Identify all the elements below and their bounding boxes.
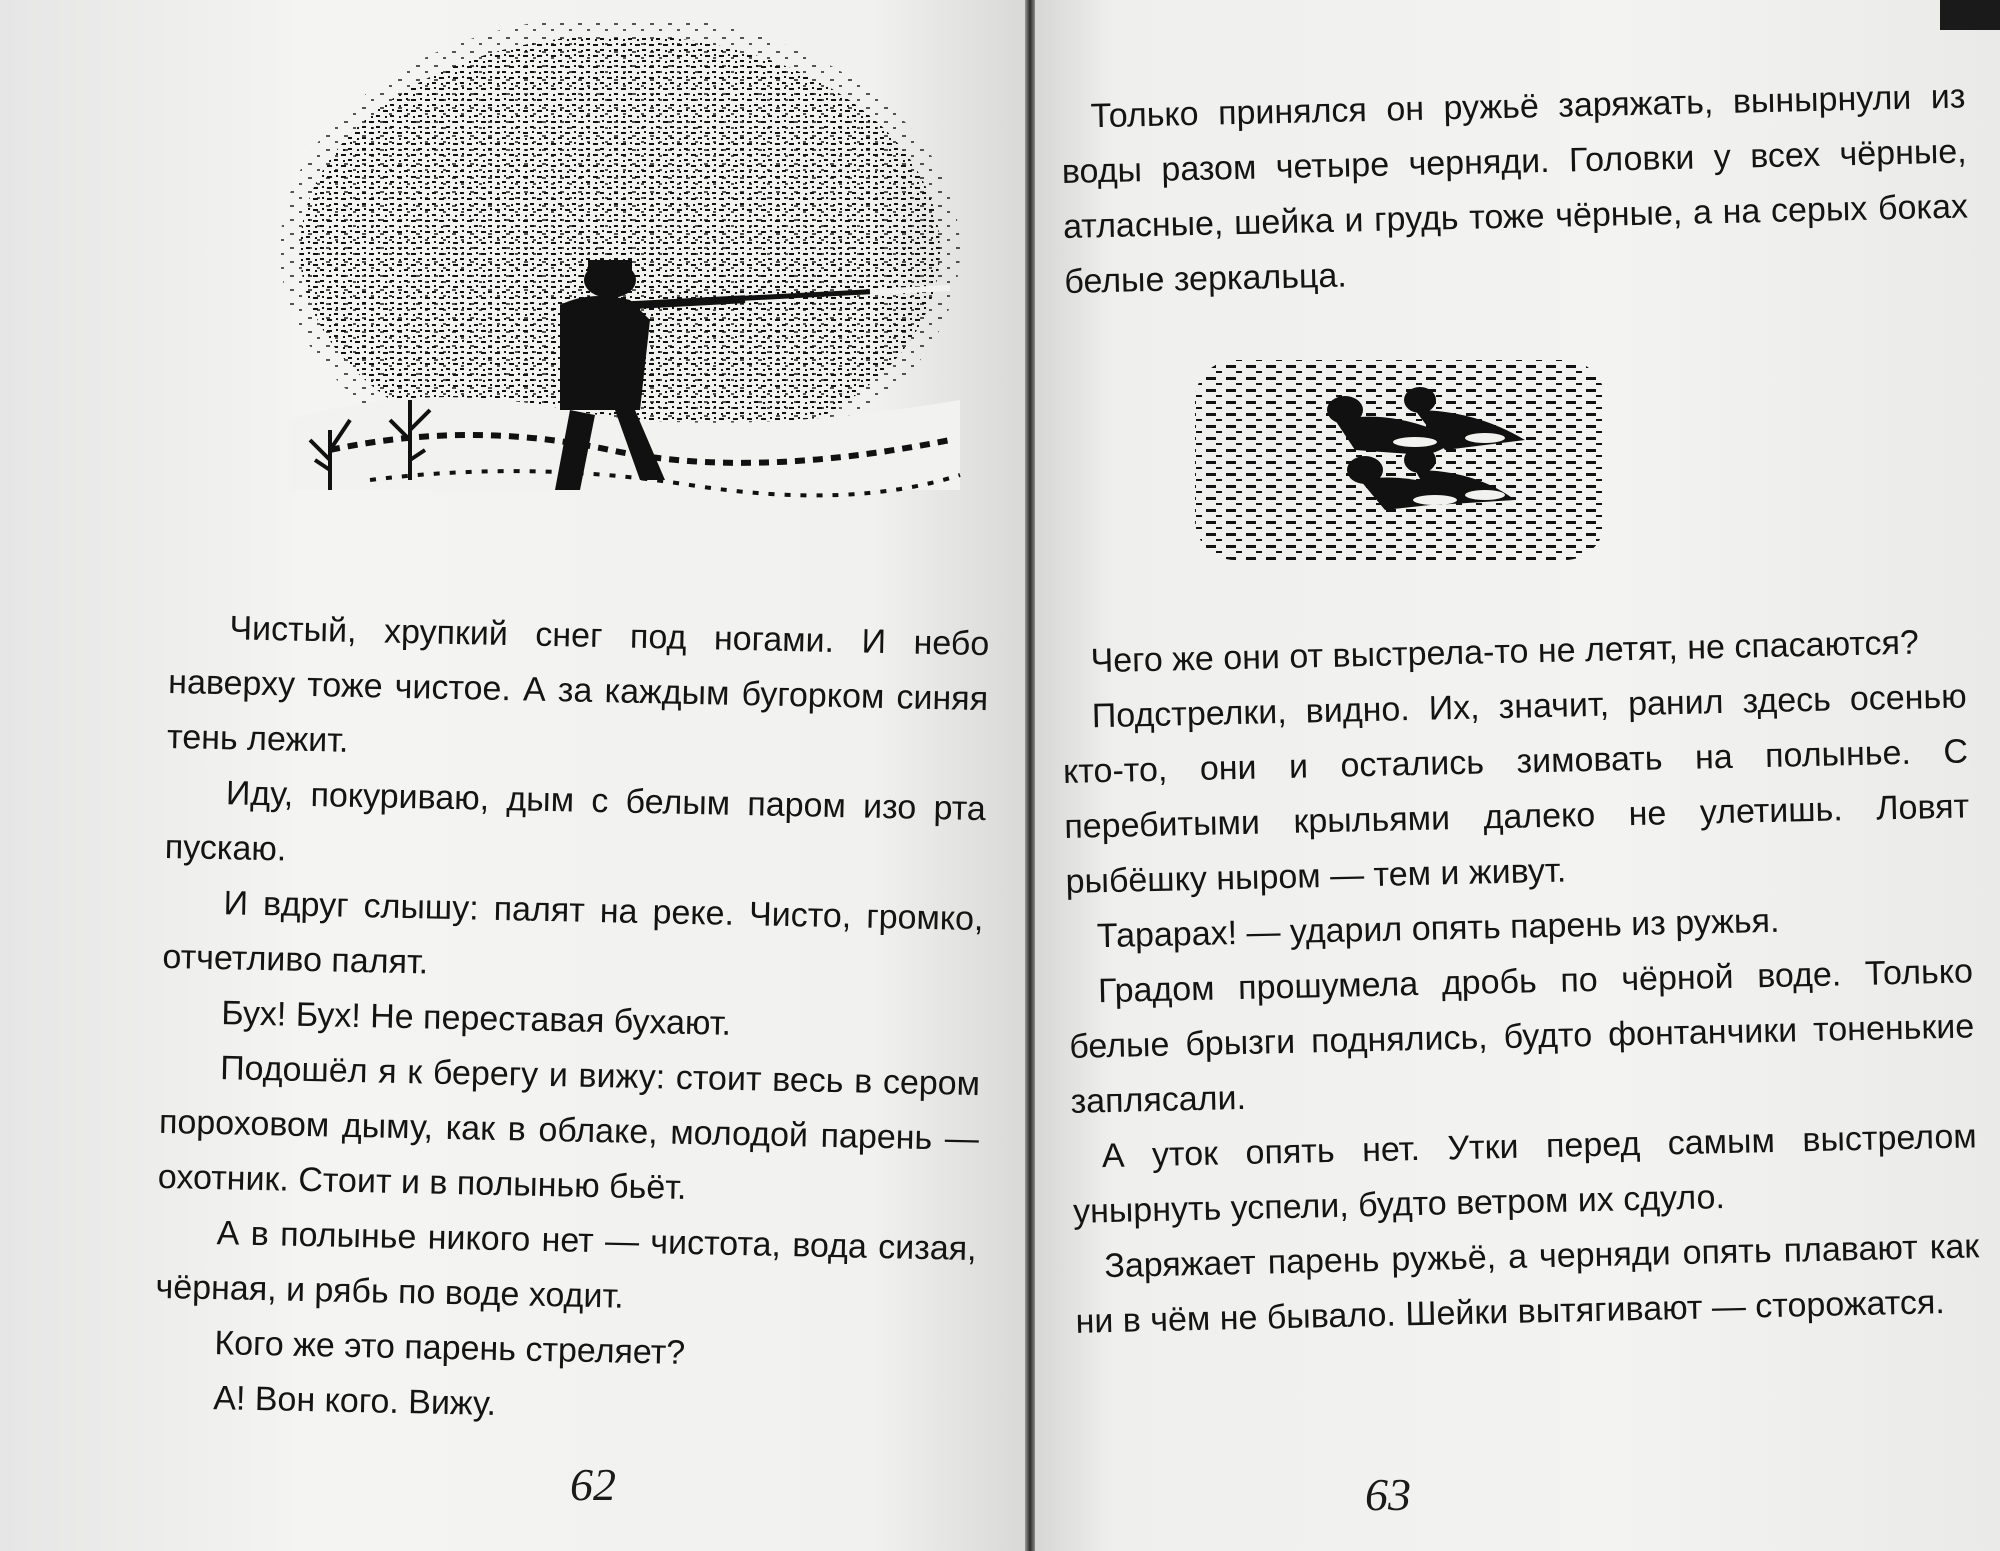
paragraph: А уток опять нет. Утки перед самым выстрелом унырнуть успели, будто ветром их сдуло. [1072, 1117, 1978, 1231]
right-page [1035, 0, 2000, 1551]
ducks-illustration [1185, 350, 1625, 570]
paragraph: Заряжает парень ружьё, а черняди опять плавают как ни в чём не бывало. Шейки вытягивают — сторожатся. [1075, 1227, 1980, 1341]
paragraph: А! Вон кого. Вижу. [212, 1379, 497, 1424]
paragraph: А в полынье никого нет — чистота, вода сизая, чёрная, и рябь по воде ходит. [155, 1214, 977, 1316]
paragraph: Подошёл я к берегу и вижу: стоит весь в сером пороховом дыму, как в облаке, молодой парень — охотник. Стоит и в полынью бьёт. [157, 1049, 981, 1207]
paragraph: Кого же это парень стреляет? [214, 1324, 686, 1372]
background-corner [1940, 0, 2000, 30]
paragraph: Бух! Бух! Не переставая бухают. [220, 994, 732, 1043]
paragraph: Тарарах! — ударил опять парень из ружья. [1096, 901, 1780, 956]
page-number: 63 [1365, 1469, 1411, 1520]
page-number: 62 [570, 1459, 616, 1510]
paragraph: Подстрелки, видно. Их, значит, ранил здесь осенью кто-то, они и остались зимовать на полынье. С перебитыми крыльями далеко не улетишь. Ловят рыбёшку ныром — тем и живут. [1062, 677, 1970, 901]
paragraph: Только принялся он ружьё заряжать, вынырнули из воды разом четыре черняди. Головки у всех чёрные, атласные, шейка и грудь тоже чёрные, а на серых боках белые зеркальца. [1061, 77, 1969, 301]
right-page-text-top [1060, 69, 1970, 309]
paragraph: Иду, покуриваю, дым с белым паром изо рта пускаю. [164, 774, 987, 869]
paragraph: Градом прошумела дробь по чёрной воде. Только белые брызги поднялись, будто фонтанчики тоненькие заплясали. [1068, 952, 1975, 1121]
paragraph: И вдруг слышу: палят на реке. Чисто, громко, отчетливо палят. [162, 884, 984, 982]
left-page-text [153, 600, 990, 1442]
paragraph: Чего же они от выстрела-то не летят, не спасаются? [1090, 623, 1920, 681]
right-page-text-bottom [1060, 614, 1981, 1349]
book-gutter [1025, 0, 1035, 1551]
hunter-illustration [270, 20, 970, 540]
paragraph: Чистый, хрупкий снег под ногами. И небо наверху тоже чистое. А за каждым бугорком синяя тень лежит. [166, 609, 990, 760]
